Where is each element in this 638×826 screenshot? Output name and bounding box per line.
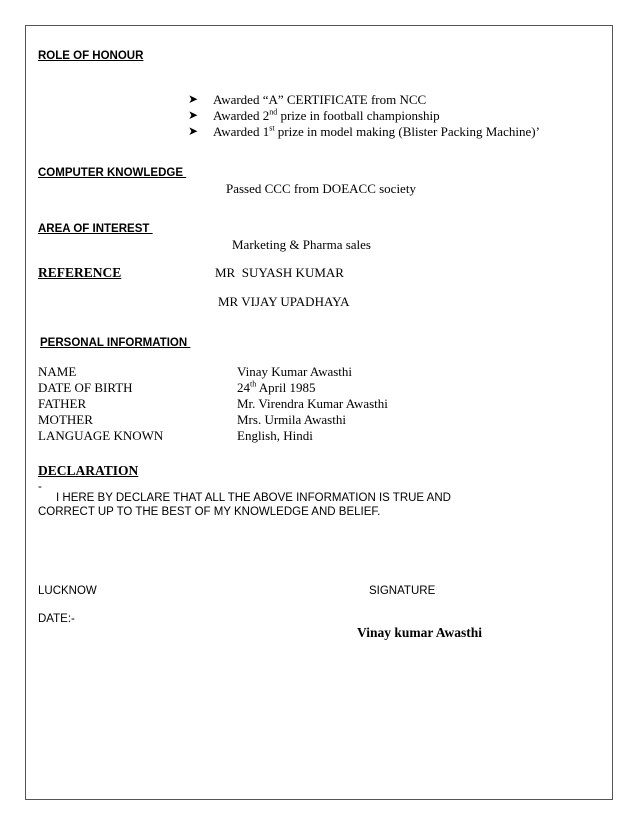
personal-label: LANGUAGE KNOWN	[38, 428, 164, 443]
declaration-heading: DECLARATION	[38, 463, 139, 478]
reference-heading: REFERENCE	[38, 265, 122, 280]
area-of-interest-heading: AREA OF INTEREST	[38, 223, 153, 235]
role-of-honour-heading: ROLE OF HONOUR	[38, 50, 144, 62]
personal-value: Mr. Virendra Kumar Awasthi	[237, 396, 388, 411]
declaration-text-line2: CORRECT UP TO THE BEST OF MY KNOWLEDGE AND BELIEF.	[38, 506, 381, 518]
honour-item: Awarded 1st prize in model making (Blister Packing Machine)’	[213, 123, 540, 139]
personal-value: Vinay Kumar Awasthi	[237, 364, 353, 379]
area-of-interest-value: Marketing & Pharma sales	[232, 237, 371, 252]
arrow-bullet-icon: ➤	[188, 108, 199, 122]
signature-label: SIGNATURE	[369, 585, 436, 597]
computer-knowledge-heading: COMPUTER KNOWLEDGE	[38, 167, 187, 179]
personal-value: Mrs. Urmila Awasthi	[237, 412, 346, 427]
personal-label: NAME	[38, 364, 77, 379]
date-label: DATE:-	[38, 613, 75, 625]
signer-name: Vinay kumar Awasthi	[357, 625, 483, 640]
reference-name: MR SUYASH KUMAR	[215, 265, 344, 280]
arrow-bullet-icon: ➤	[188, 92, 199, 106]
personal-information-heading: PERSONAL INFORMATION	[40, 337, 191, 349]
declaration-text-line1: I HERE BY DECLARE THAT ALL THE ABOVE INFORMATION IS TRUE AND	[56, 492, 451, 504]
personal-value: 24th April 1985	[237, 379, 316, 395]
honour-item: Awarded “A” CERTIFICATE from NCC	[213, 92, 427, 107]
reference-name: MR VIJAY UPADHAYA	[218, 294, 350, 309]
declaration-dash: -	[38, 481, 42, 493]
personal-label: DATE OF BIRTH	[38, 380, 133, 395]
personal-label: FATHER	[38, 396, 87, 411]
personal-label: MOTHER	[38, 412, 93, 427]
place-label: LUCKNOW	[38, 585, 97, 597]
personal-value: English, Hindi	[237, 428, 313, 443]
computer-knowledge-value: Passed CCC from DOEACC society	[226, 181, 416, 196]
arrow-bullet-icon: ➤	[188, 124, 199, 138]
honour-item: Awarded 2nd prize in football championship	[213, 107, 440, 123]
